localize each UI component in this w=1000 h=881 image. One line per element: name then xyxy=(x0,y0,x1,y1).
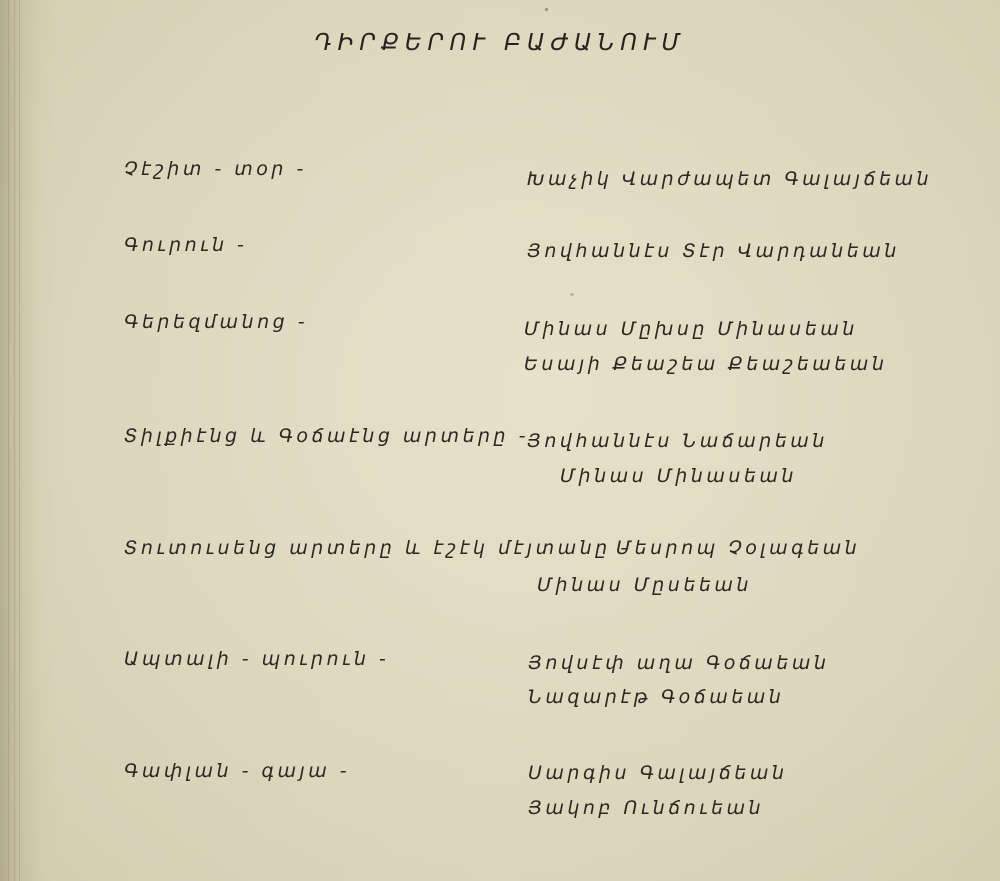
entry-name: Յովհաննէս Նաճարեան xyxy=(527,430,828,452)
page-edge-line xyxy=(19,0,20,881)
entry-role: Չէշիտ - տօր - xyxy=(124,158,307,180)
page-title: ԴԻՐՔԵՐՈՒ ԲԱԺԱՆՈՒՄ xyxy=(314,30,686,56)
paper-speck xyxy=(545,8,548,11)
entry-name: Յովսէփ աղա Գօճաեան xyxy=(528,652,830,674)
entry-name: Մինաս Մինասեան xyxy=(560,465,797,487)
entry-name: Մեսրոպ Չօլագեան xyxy=(616,537,861,559)
entry-name: Յովհաննէս Տէր Վարդանեան xyxy=(527,240,900,262)
entry-role: Գերեզմանոց - xyxy=(124,311,309,333)
entry-name: Խաչիկ Վարժապետ Գալայճեան xyxy=(527,168,933,190)
entry-role: Ապտալի - պուրուն - xyxy=(124,648,390,670)
entry-name: Մինաս Մըխսը Մինասեան xyxy=(524,318,858,340)
paper-speck xyxy=(570,293,574,296)
entry-name: Նազարէթ Գօճաեան xyxy=(528,686,785,708)
entry-name: Սարգիս Գալայճեան xyxy=(528,762,788,784)
entry-role: Տիլքիէնց և Գօճաէնց արտերը - xyxy=(124,425,529,447)
entry-name: Մինաս Մըսեեան xyxy=(537,574,752,596)
entry-role: Գափլան - գայա - xyxy=(124,760,351,782)
entry-name: Յակոբ Ունճուեան xyxy=(528,797,765,819)
binding-shadow xyxy=(0,0,40,881)
page-edge-line xyxy=(14,0,15,881)
page-edge-line xyxy=(8,0,9,881)
entry-role: Տուտուսենց արտերը և էշէկ մէյտանը - xyxy=(124,537,631,559)
entry-role: Գուրուն - xyxy=(124,234,248,256)
entry-name: Եսայի Քեաշեա Քեաշեաեան xyxy=(524,353,888,375)
